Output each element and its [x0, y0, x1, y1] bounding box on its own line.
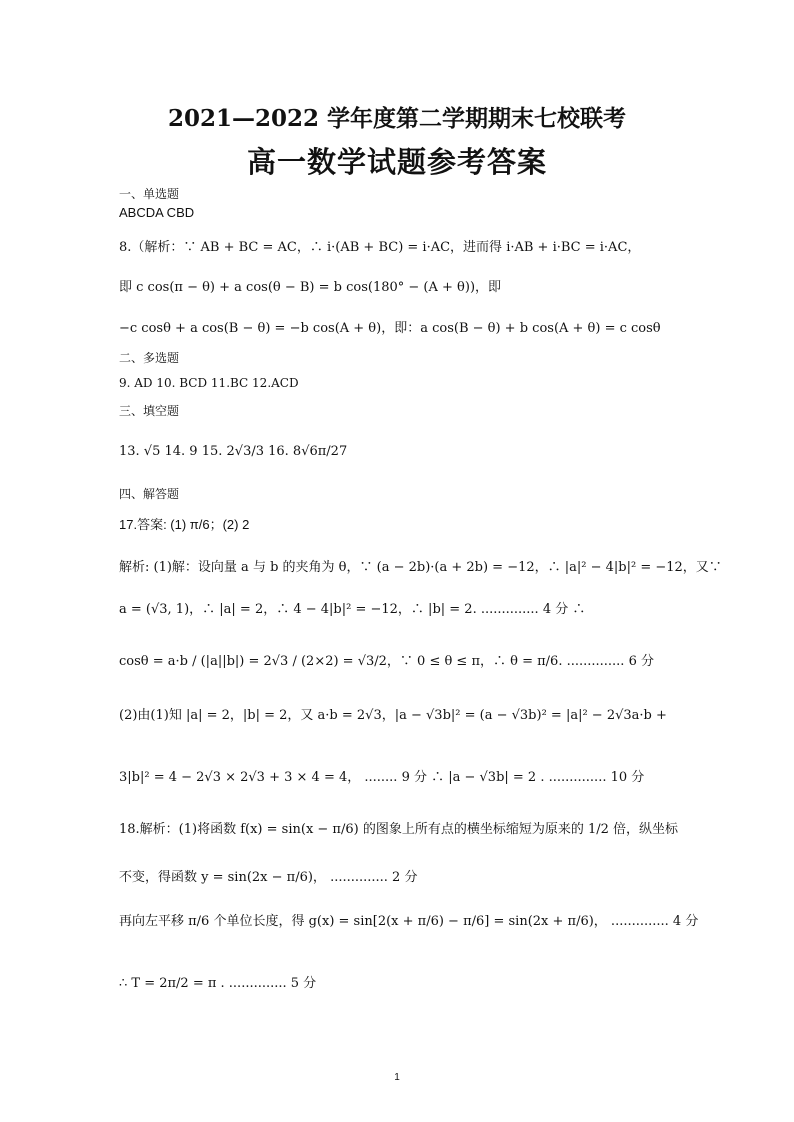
- q17-line-1: 解析: (1)解：设向量 a 与 b 的夹角为 θ，∵ (a − 2b)·(a + 2b) = −12，∴ |a|² − 4|b|² = −12，又∵: [119, 560, 722, 575]
- document-subtitle: 高一数学试题参考答案: [246, 145, 547, 179]
- q17-answer: 17.答案: (1) π/6；(2) 2: [119, 517, 250, 532]
- section-fill-blank: 三、填空题: [119, 404, 180, 418]
- q18-line-4: ∴ T = 2π/2 = π . .............. 5 分: [119, 976, 317, 991]
- q18-line-1: 18.解析：(1)将函数 f(x) = sin(x − π/6) 的图象上所有点的横坐标缩短为原来的 1/2 倍，纵坐标: [119, 822, 679, 837]
- q18-line-3: 再向左平移 π/6 个单位长度，得 g(x) = sin[2(x + π/6) − π/6] = sin(2x + π/6)， .............. 4 分: [119, 914, 699, 929]
- q8-line-1: 8.（解析：∵ AB + BC = AC，∴ i·(AB + BC) = i·AC，进而得 i·AB + i·BC = i·AC，: [119, 240, 641, 255]
- q17-line-3: cosθ = a·b / (|a||b|) = 2√3 / (2×2) = √3/2，∵ 0 ≤ θ ≤ π，∴ θ = π/6. .............. 6 分: [119, 654, 654, 669]
- fill-blank-answers: 13. √5 14. 9 15. 2√3/3 16. 8√6π/27: [119, 444, 348, 459]
- page-number: 1: [394, 1072, 400, 1083]
- q8-line-3: −c cosθ + a cos(B − θ) = −b cos(A + θ)，即：a cos(B − θ) + b cos(A + θ) = c cosθ: [119, 321, 661, 336]
- q17-line-2: a = (√3, 1)，∴ |a| = 2，∴ 4 − 4|b|² = −12，∴ |b| = 2. .............. 4 分 ∴: [119, 602, 586, 617]
- section-problems: 四、解答题: [119, 487, 180, 501]
- section-single-choice: 一、单选题: [119, 187, 180, 201]
- q8-line-2: 即 c cos(π − θ) + a cos(θ − B) = b cos(180° − (A + θ))，即: [119, 280, 502, 295]
- q17-line-4: (2)由(1)知 |a| = 2，|b| = 2，又 a·b = 2√3，|a − √3b|² = (a − √3b)² = |a|² − 2√3a·b +: [119, 708, 667, 723]
- document-title: 2021—2022 学年度第二学期期末七校联考: [167, 105, 627, 132]
- section-multi-choice: 二、多选题: [119, 351, 180, 365]
- multi-choice-answers: 9. AD 10. BCD 11.BC 12.ACD: [119, 376, 299, 390]
- single-choice-answers: ABCDA CBD: [119, 205, 195, 220]
- q17-line-5: 3|b|² = 4 − 2√3 × 2√3 + 3 × 4 = 4， ........ 9 分 ∴ |a − √3b| = 2 . .............. 10 分: [119, 770, 645, 785]
- q18-line-2: 不变，得函数 y = sin(2x − π/6)， .............. 2 分: [119, 870, 418, 885]
